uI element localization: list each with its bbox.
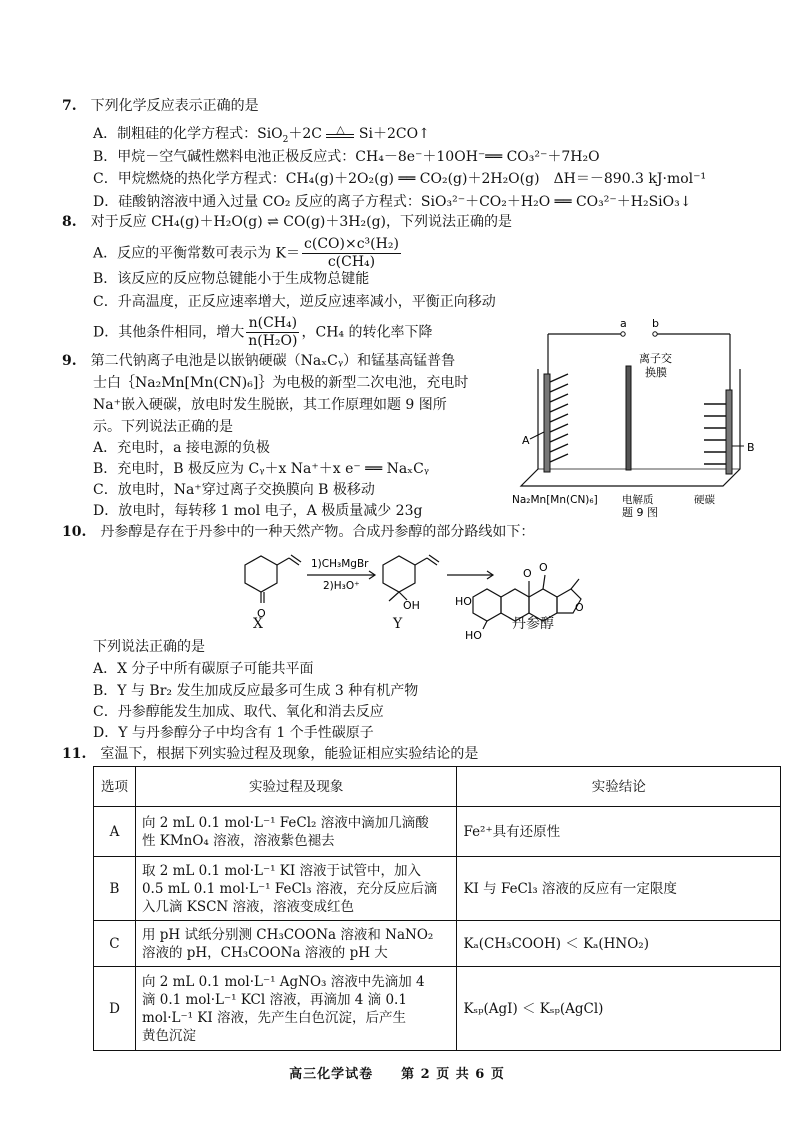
q7-c-dh: ΔH＝－890.3 kJ·mol⁻¹ <box>553 171 707 187</box>
q8-option-a <box>93 236 403 271</box>
q9-line-4: 示。下列说法正确的是 <box>93 419 233 435</box>
y-hydroxyl: OH <box>403 599 420 612</box>
q7-stem <box>62 97 259 116</box>
heat-symbol: △ <box>336 123 345 136</box>
battery-diagram <box>508 314 780 518</box>
row-option: A <box>94 807 136 857</box>
q8-number: 8. <box>62 214 77 230</box>
electrolyte-label: 电解质 <box>622 494 654 506</box>
q8-option-c: C．升高温度，正反应速率增大，逆反应速率减小，平衡正向移动 <box>93 294 496 310</box>
hard-carbon-label: 硬碳 <box>694 494 715 506</box>
row-conclusion: Fe²⁺具有还原性 <box>457 807 781 857</box>
row-option: D <box>94 967 136 1051</box>
q9-option-a: A．充电时，a 接电源的负极 <box>93 440 270 456</box>
q7-a-pre: A．制粗硅的化学方程式：SiO <box>93 126 283 142</box>
z-furan-oxygen: O <box>575 601 584 614</box>
q7-c-pre: C．甲烷燃烧的热化学方程式：CH₄(g)＋2O₂(g) ══ CO₂(g)＋2H₂O(g) <box>93 171 540 187</box>
synthesis-scheme <box>215 545 615 645</box>
experiment-table <box>93 766 781 1051</box>
membrane-label-1: 离子交 <box>639 352 672 365</box>
q10-stem <box>62 523 534 542</box>
z-ring-1 <box>473 589 501 621</box>
q7-a-mid: ＋2C <box>288 126 323 142</box>
q8-a-numerator: c(CO)×c³(H₂) <box>304 236 399 252</box>
q8-d-pre: D．其他条件相同，增大 <box>93 324 245 341</box>
row-procedure <box>135 857 456 921</box>
row-conclusion: Kₛₚ(AgI) ＜ Kₛₚ(AgCl) <box>457 967 781 1051</box>
figure-caption: 题 9 图 <box>622 506 658 518</box>
table-row <box>94 807 781 857</box>
label-a: A <box>522 434 530 447</box>
q8-option-b: B．该反应的反应物总键能小于生成物总键能 <box>93 271 370 287</box>
q11-number: 11. <box>62 746 87 762</box>
q10-sub-stem: 下列说法正确的是 <box>93 639 205 655</box>
electrode-b <box>726 390 732 474</box>
q11-text: 室温下，根据下列实验过程及现象，能验证相应实验结论的是 <box>100 746 479 762</box>
label-b: B <box>747 441 755 454</box>
q7-option-d: D．硅酸钠溶液中通入过量 CO₂ 反应的离子方程式：SiO₃²⁻＋CO₂＋H₂O ══ CO₃²⁻＋H₂SiO₃↓ <box>93 194 692 210</box>
z-oxygen-2: O <box>539 561 548 574</box>
membrane-label-2: 换膜 <box>645 366 667 379</box>
y-ring <box>383 556 415 592</box>
q9-option-b: B．充电时，B 极反应为 Cᵧ＋x Na⁺＋x e⁻ ══ NaₓCᵧ <box>93 461 430 477</box>
x-ring <box>245 556 277 592</box>
procedure-line: 性 KMnO₄ 溶液，溶液紫色褪去 <box>141 832 335 849</box>
row-option: B <box>94 857 136 921</box>
label-danshenol: 丹参醇 <box>512 616 554 632</box>
q8-stem <box>62 213 512 232</box>
q10-text: 丹参醇是存在于丹参中的一种天然产物。合成丹参醇的部分路线如下： <box>100 524 535 540</box>
label-y: Y <box>393 616 403 632</box>
q9-line-1 <box>62 352 455 371</box>
q11-stem <box>62 745 478 764</box>
row-option: C <box>94 921 136 967</box>
header-conclusion: 实验结论 <box>457 767 781 807</box>
q9-line-2: 士白｛Na₂Mn[Mn(CN)₆]｝为电极的新型二次电池，充电时 <box>93 375 469 391</box>
q8-d-fraction <box>246 315 299 350</box>
q8-option-d <box>93 315 432 350</box>
q8-text: 对于反应 CH₄(g)＋H₂O(g) ⇌ CO(g)＋3H₂(g)，下列说法正确的是 <box>90 214 512 230</box>
procedure-line: 入几滴 KSCN 溶液，溶液变成红色 <box>141 898 355 915</box>
procedure-line: 向 2 mL 0.1 mol·L⁻¹ FeCl₂ 溶液中滴加几滴酸 <box>141 814 429 831</box>
q9-option-d: D．放电时，每转移 1 mol 电子，A 极质量减少 23g <box>93 503 423 519</box>
q8-d-post: ，CH₄ 的转化率下降 <box>301 324 433 341</box>
q8-a-denominator: c(CH₄) <box>327 254 376 270</box>
q10-option-c: C．丹参醇能发生加成、取代、氧化和消去反应 <box>93 704 384 720</box>
table-row <box>94 857 781 921</box>
table-header-row <box>94 767 781 807</box>
procedure-line: 用 pH 试纸分别测 CH₃COONa 溶液和 NaNO₂ <box>141 926 434 943</box>
row-conclusion: Kₐ(CH₃COOH) ＜ Kₐ(HNO₂) <box>457 921 781 967</box>
header-procedure: 实验过程及现象 <box>135 767 456 807</box>
electrode-a <box>544 374 550 472</box>
z-oxygen-1: O <box>523 567 532 580</box>
procedure-line: mol·L⁻¹ KI 溶液，先产生白色沉淀，后产生 <box>141 1009 406 1026</box>
label-x: X <box>253 616 263 632</box>
q10-option-b: B．Y 与 Br₂ 发生加成反应最多可生成 3 种有机产物 <box>93 683 419 699</box>
q7-option-a: A．制粗硅的化学方程式：SiO$_2$＋2C △ Si＋2CO↑ <box>93 125 430 144</box>
q8-a-pre: A．反应的平衡常数可表示为 K＝ <box>93 245 301 262</box>
procedure-line: 溶液的 pH，CH₃COONa 溶液的 pH 大 <box>141 944 388 961</box>
q9-number: 9. <box>62 353 77 369</box>
q8-d-denominator: n(H₂O) <box>248 333 298 349</box>
procedure-line: 黄色沉淀 <box>141 1027 196 1044</box>
terminal-a: a <box>620 317 627 330</box>
row-procedure <box>135 967 456 1051</box>
q7-text: 下列化学反应表示正确的是 <box>90 98 259 114</box>
z-hydroxyl-1: HO <box>455 595 472 608</box>
q7-a-post: Si＋2CO↑ <box>358 126 430 142</box>
z-hydroxyl-2: HO <box>465 629 482 642</box>
q7-option-b: B．甲烷－空气碱性燃料电池正极反应式：CH₄－8e⁻＋10OH⁻══ CO₃²⁻＋7H₂O <box>93 149 600 165</box>
q10-option-d: D．Y 与丹参醇分子中均含有 1 个手性碳原子 <box>93 725 374 741</box>
heat-arrow <box>326 123 354 138</box>
cathode-material: Na₂Mn[Mn(CN)₆] <box>512 494 598 506</box>
header-option: 选项 <box>94 767 136 807</box>
procedure-line: 0.5 mL 0.1 mol·L⁻¹ FeCl₃ 溶液，充分反应后滴 <box>141 880 438 897</box>
q7-number: 7. <box>62 98 77 114</box>
q8-a-fraction <box>302 236 401 271</box>
procedure-line: 滴 0.1 mol·L⁻¹ KCl 溶液，再滴加 4 滴 0.1 <box>141 991 407 1008</box>
x-oxygen: O <box>257 607 266 620</box>
q9-l1: 第二代钠离子电池是以嵌钠硬碳（NaₓCᵧ）和锰基高锰普鲁 <box>90 353 456 369</box>
q9-line-3: Na⁺嵌入硬碳，放电时发生脱嵌，其工作原理如题 9 图所 <box>93 397 447 413</box>
ion-exchange-membrane <box>626 366 631 470</box>
page-footer: 高三化学试卷 第 2 页 共 6 页 <box>289 1067 505 1082</box>
q10-option-a: A．X 分子中所有碳原子可能共平面 <box>93 661 314 677</box>
terminal-b: b <box>652 317 659 330</box>
q10-number: 10. <box>62 524 87 540</box>
reagent-2: 2)H₃O⁺ <box>323 580 360 592</box>
q9-option-c: C．放电时，Na⁺穿过离子交换膜向 B 极移动 <box>93 482 375 498</box>
row-conclusion: KI 与 FeCl₃ 溶液的反应有一定限度 <box>457 857 781 921</box>
row-procedure <box>135 921 456 967</box>
table-row <box>94 967 781 1051</box>
reagent-1: 1)CH₃MgBr <box>311 558 369 570</box>
q8-d-numerator: n(CH₄) <box>246 315 299 333</box>
table-row <box>94 921 781 967</box>
procedure-line: 取 2 mL 0.1 mol·L⁻¹ KI 溶液于试管中，加入 <box>141 862 421 879</box>
row-procedure <box>135 807 456 857</box>
q7-option-c <box>93 170 706 189</box>
procedure-line: 向 2 mL 0.1 mol·L⁻¹ AgNO₃ 溶液中先滴加 4 <box>141 973 425 990</box>
